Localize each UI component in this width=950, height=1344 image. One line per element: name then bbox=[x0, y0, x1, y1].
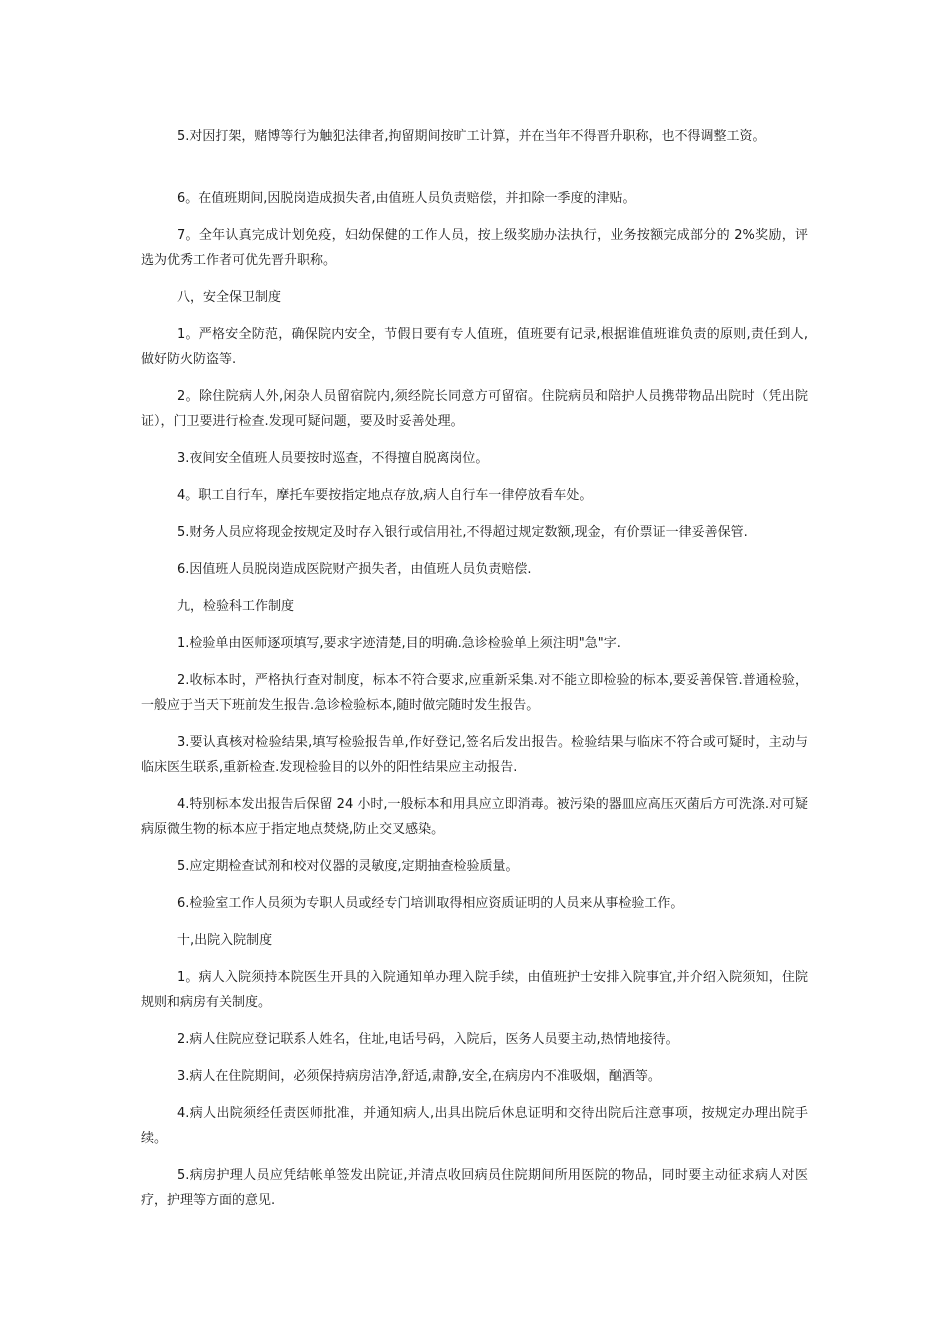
paragraph-rule-7-reward: 7。全年认真完成计划免疫，妇幼保健的工作人员，按上级奖励办法执行，业务按额完成部分的 2%奖励，评选为优秀工作者可优先晋升职称。 bbox=[141, 228, 808, 268]
paragraph-security-6: 6.因值班人员脱岗造成医院财产损失者，由值班人员负责赔偿. bbox=[177, 562, 532, 577]
section-heading-security: 八，安全保卫制度 bbox=[177, 290, 282, 305]
paragraph-admission-5: 5.病房护理人员应凭结帐单签发出院证,并清点收回病员住院期间所用医院的物品，同时要主动征求病人对医疗，护理等方面的意见. bbox=[141, 1168, 808, 1208]
section-heading-laboratory: 九，检验科工作制度 bbox=[177, 599, 295, 614]
paragraph-laboratory-1: 1.检验单由医师逐项填写,要求字迹清楚,目的明确.急诊检验单上须注明"急"字. bbox=[177, 636, 621, 651]
paragraph-laboratory-5: 5.应定期检查试剂和校对仪器的灵敏度,定期抽查检验质量。 bbox=[177, 859, 519, 874]
paragraph-security-5: 5.财务人员应将现金按规定及时存入银行或信用社,不得超过规定数额,现金，有价票证一律妥善保管. bbox=[177, 525, 748, 540]
paragraph-admission-1: 1。病人入院须持本院医生开具的入院通知单办理入院手续，由值班护士安排入院事宜,并介绍入院须知，住院规则和病房有关制度。 bbox=[141, 970, 808, 1010]
paragraph-security-3: 3.夜间安全值班人员要按时巡查，不得擅自脱离岗位。 bbox=[177, 451, 489, 466]
paragraph-laboratory-4: 4.特别标本发出报告后保留 24 小时,一般标本和用具应立即消毒。被污染的器皿应高压灭菌后方可洗涤.对可疑病原微生物的标本应于指定地点焚烧,防止交叉感染。 bbox=[141, 797, 808, 837]
section-heading-admission: 十,出院入院制度 bbox=[177, 933, 273, 948]
paragraph-security-4: 4。职工自行车，摩托车要按指定地点存放,病人自行车一律停放看车处。 bbox=[177, 488, 593, 503]
paragraph-admission-4: 4.病人出院须经任责医师批准，并通知病人,出具出院后休息证明和交待出院后注意事项，按规定办理出院手续。 bbox=[141, 1106, 808, 1146]
paragraph-rule-6-duty-loss: 6。在值班期间,因脱岗造成损失者,由值班人员负责赔偿，并扣除一季度的津贴。 bbox=[177, 191, 636, 206]
paragraph-laboratory-2: 2.收标本时，严格执行查对制度，标本不符合要求,应重新采集.对不能立即检验的标本,要妥善保管.普通检验，一般应于当天下班前发生报告.急诊检验标本,随时做完随时发生报告。 bbox=[141, 673, 808, 713]
paragraph-rule-5-discipline: 5.对因打架，赌博等行为触犯法律者,拘留期间按旷工计算，并在当年不得晋升职称，也不得调整工资。 bbox=[177, 129, 766, 144]
paragraph-admission-3: 3.病人在住院期间，必须保持病房洁净,舒适,肃静,安全,在病房内不准吸烟，酗酒等。 bbox=[177, 1069, 661, 1084]
paragraph-security-1: 1。严格安全防范，确保院内安全，节假日要有专人值班，值班要有记录,根据谁值班谁负责的原则,责任到人,做好防火防盗等. bbox=[141, 327, 808, 367]
paragraph-security-2: 2。除住院病人外,闲杂人员留宿院内,须经院长同意方可留宿。住院病员和陪护人员携带物品出院时（凭出院证），门卫要进行检查.发现可疑问题，要及时妥善处理。 bbox=[141, 389, 808, 429]
paragraph-laboratory-6: 6.检验室工作人员须为专职人员或经专门培训取得相应资质证明的人员来从事检验工作。 bbox=[177, 896, 684, 911]
paragraph-admission-2: 2.病人住院应登记联系人姓名，住址,电话号码，入院后，医务人员要主动,热情地接待。 bbox=[177, 1032, 679, 1047]
paragraph-laboratory-3: 3.要认真核对检验结果,填写检验报告单,作好登记,签名后发出报告。检验结果与临床不符合或可疑时，主动与临床医生联系,重新检查.发现检验目的以外的阳性结果应主动报告. bbox=[141, 735, 808, 775]
